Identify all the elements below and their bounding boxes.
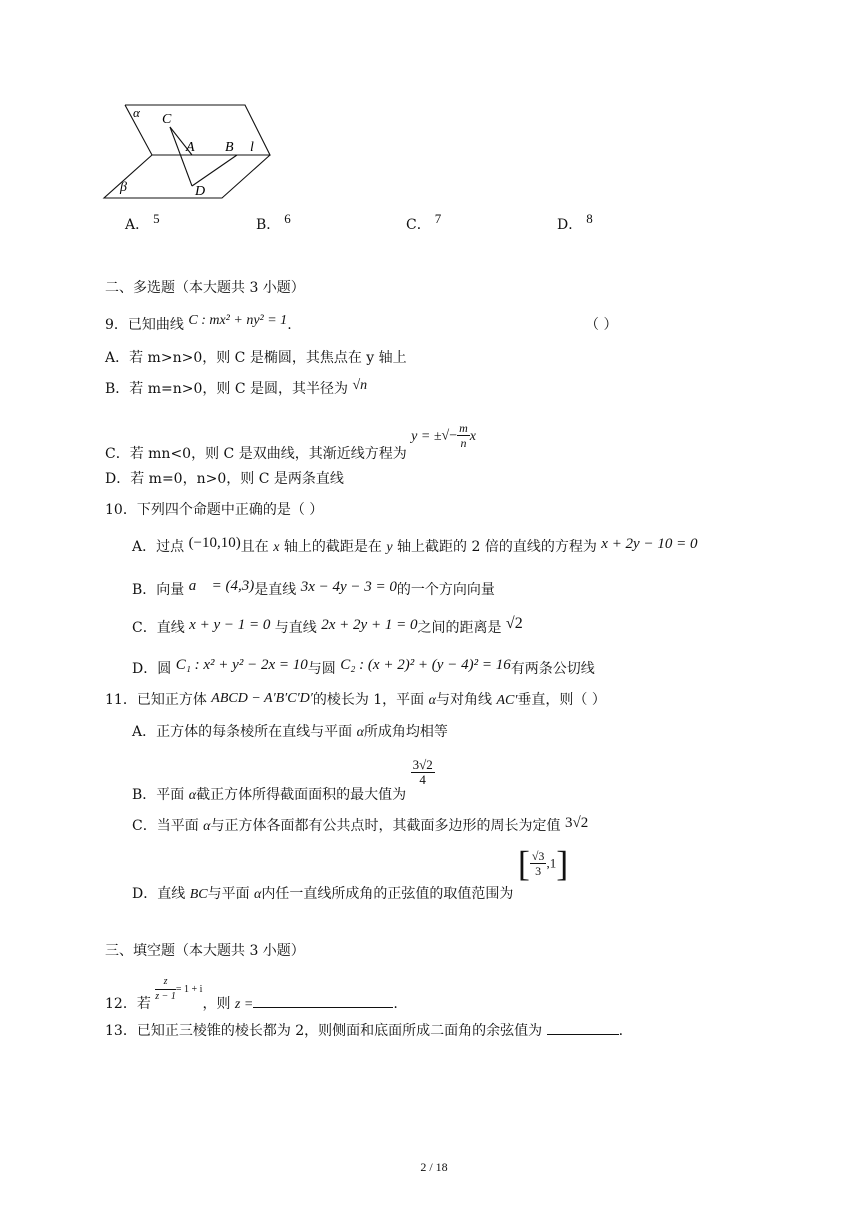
q8-choice-b: B． 6 — [256, 211, 291, 233]
q12-stem: 12．若 $\frac{z}{z - 1}$ = 1 + i，则 z = . — [105, 976, 398, 1012]
label-alpha: α — [133, 105, 140, 120]
q9-option-d: D．若 m=0，n>0，则 C 是两条直线 — [105, 471, 344, 487]
plane-figure — [100, 100, 280, 202]
q10-option-b: B．向量 a⃗ = (4,3)是直线 3x − 4y − 3 = 0的一个方向向量 — [132, 578, 495, 598]
label-b: B — [225, 140, 234, 155]
q12-answer-blank[interactable] — [253, 995, 393, 1008]
q9-radius: √n — [352, 378, 368, 393]
q9-stem: 9．已知曲线 C : mx² + ny² = 1. — [105, 313, 292, 333]
q11-option-a: A．正方体的每条棱所在直线与平面 α所成角均相等 — [132, 724, 448, 740]
section-3-title: 三、填空题（本大题共 3 小题） — [105, 943, 305, 959]
label-c: C — [162, 112, 172, 127]
q9-option-a: A．若 m>n>0，则 C 是椭圆，其焦点在 y 轴上 — [105, 350, 407, 366]
q9-equation: C : mx² + ny² = 1 — [188, 313, 288, 328]
q10-option-c: C．直线 x + y − 1 = 0 与直线 2x + 2y + 1 = 0之间的距离是 √2 — [132, 615, 523, 636]
q8-choice-c: C． 7 — [406, 211, 442, 233]
q11-stem: 11．已知正方体 ABCD − A′B′C′D′的棱长为 1，平面 α与对角线 AC′垂直，则（ ） — [105, 691, 606, 708]
label-a: A — [186, 140, 195, 155]
q11-option-d: D．直线 BC与平面 α内任一直线所成角的正弦值的取值范围为 [ $\frac{√3}{3}$ ,1] — [132, 843, 569, 902]
q9-answer-paren: （ ） — [585, 317, 618, 333]
q9-option-c: C．若 mn<0，则 C 是双曲线，其渐近线方程为 y = ±√− $\frac{m}{n}$ x — [105, 421, 476, 462]
q11-option-c: C．当平面 α与正方体各面都有公共点时，其截面多边形的周长为定值 3√2 — [132, 815, 589, 834]
q11-option-b: B．平面 α截正方体所得截面面积的最大值为 $\frac{3√2}{4}$ — [132, 757, 433, 803]
q8-choice-d: D． 8 — [557, 211, 593, 233]
q9-option-b: B．若 m=n>0，则 C 是圆，其半径为 √n — [105, 378, 368, 397]
label-beta: β — [120, 180, 127, 195]
q13-answer-blank[interactable] — [547, 1022, 619, 1035]
label-d: D — [195, 184, 206, 199]
q13-stem: 13．已知正三棱锥的棱长都为 2，则侧面和底面所成二面角的余弦值为 . — [105, 1023, 624, 1039]
q10-option-d: D．圆 C₁ : x² + y² − 2x = 10与圆 C₂ : (x + 2)² + (y − 4)² = 16有两条公切线 — [132, 657, 595, 677]
q10-option-a: A．过点 (−10,10)且在 x 轴上的截距是在 y 轴上截距的 2 倍的直线的方程为 x + 2y − 10 = 0 — [132, 535, 698, 555]
label-l: l — [250, 140, 254, 155]
section-2-title: 二、多选题（本大题共 3 小题） — [105, 280, 305, 296]
q8-choice-a: A． 5 — [125, 211, 160, 233]
page-number: 2 / 18 — [420, 1160, 448, 1174]
q10-stem: 10．下列四个命题中正确的是（ ） — [105, 502, 324, 518]
